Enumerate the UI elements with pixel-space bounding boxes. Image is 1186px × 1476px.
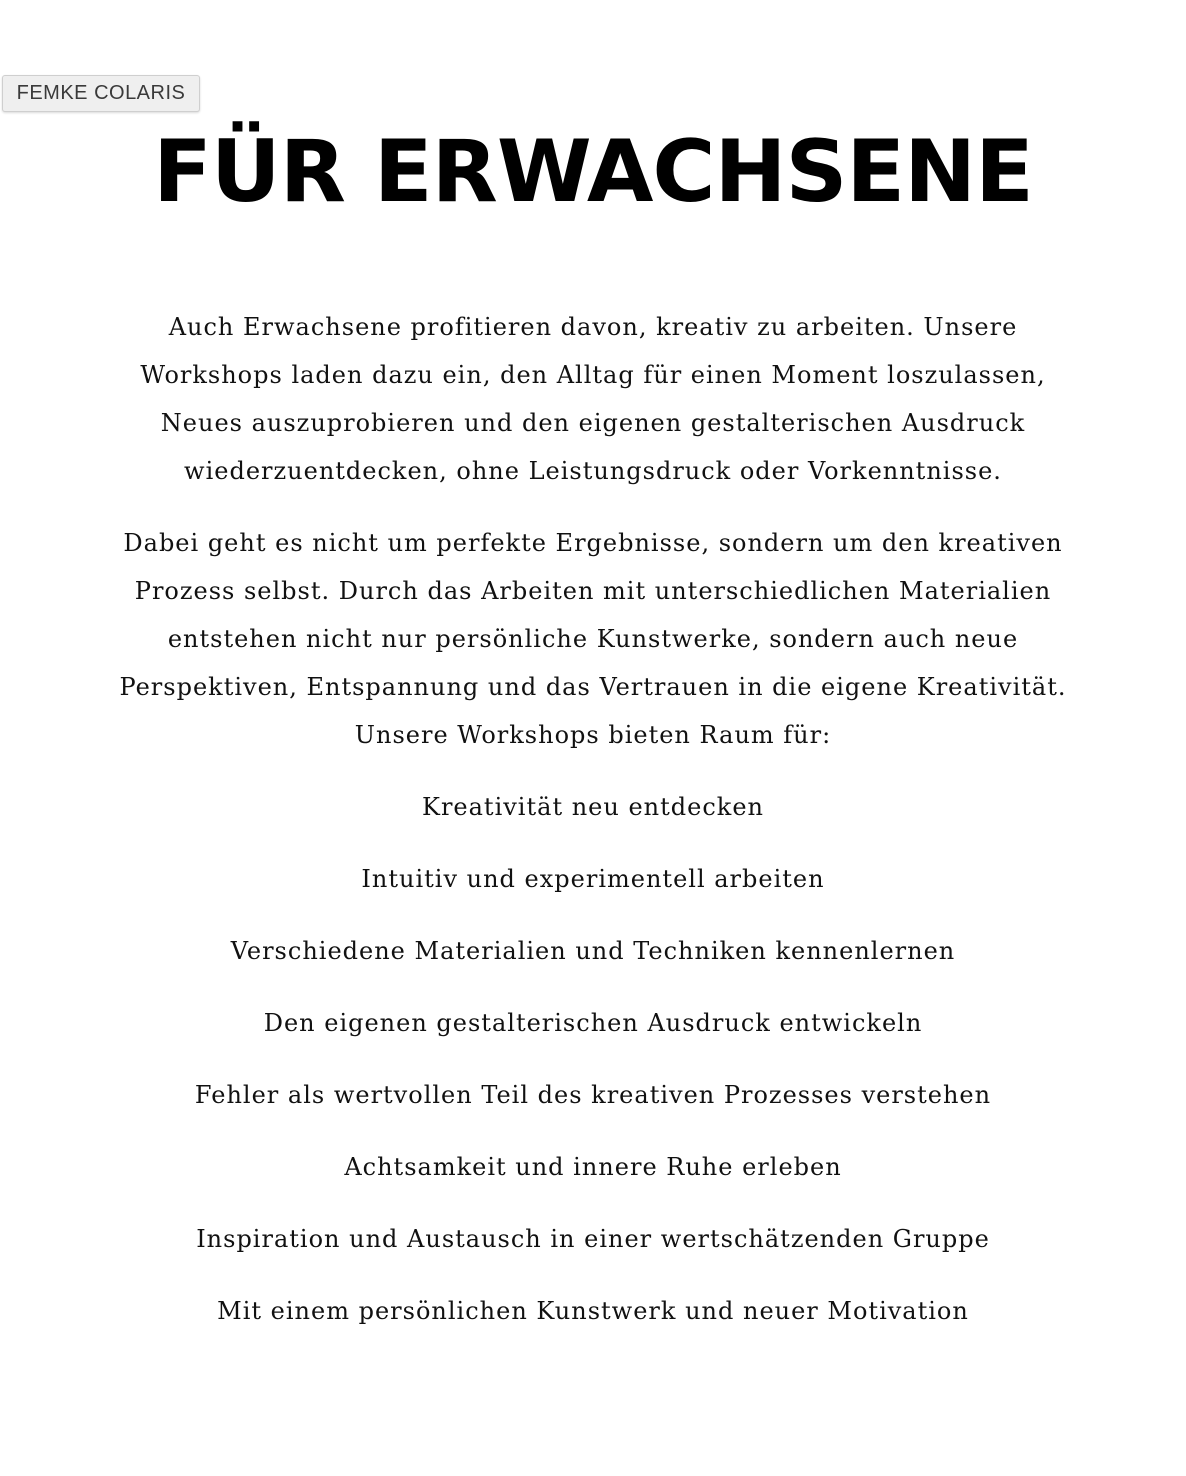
feature-item: Fehler als wertvollen Teil des kreativen Prozesses verstehen [194, 1081, 992, 1109]
process-paragraph [93, 519, 1093, 759]
feature-item: Den eigenen gestalterischen Ausdruck entwickeln [263, 1009, 923, 1037]
feature-item: Mit einem persönlichen Kunstwerk und neuer Motivation [217, 1297, 969, 1325]
feature-item: Kreativität neu entdecken [422, 793, 764, 821]
list-intro: Unsere Workshops bieten Raum für: [354, 721, 832, 749]
feature-list [90, 783, 1096, 1335]
process-text: Dabei geht es nicht um perfekte Ergebnisse, sondern um den kreativen Prozess selbst. Durch das Arbeiten mit unterschiedlichen Materialien entstehen nicht nur persönliche Kunstwerke, sondern auch neue Perspektiven, Entspannung und das Vertrauen in die eigene Kreativität. [119, 529, 1067, 701]
intro-paragraph: Auch Erwachsene profitieren davon, kreativ zu arbeiten. Unsere Workshops laden dazu ein, den Alltag für einen Moment loszulassen, Neues auszuprobieren und den eigenen gestalterischen Ausdruck wiederzuentdecken, ohne Leistungsdruck oder Vorkenntnisse. [140, 313, 1046, 485]
author-tag[interactable]: FEMKE COLARIS [2, 75, 200, 112]
content-section [90, 303, 1096, 1359]
feature-item: Intuitiv und experimentell arbeiten [361, 865, 825, 893]
feature-item: Verschiedene Materialien und Techniken kennenlernen [230, 937, 956, 965]
feature-item: Achtsamkeit und innere Ruhe erleben [344, 1153, 842, 1181]
page-title: FÜR ERWACHSENE [153, 122, 1033, 222]
feature-item: Inspiration und Austausch in einer wertschätzenden Gruppe [196, 1225, 990, 1253]
